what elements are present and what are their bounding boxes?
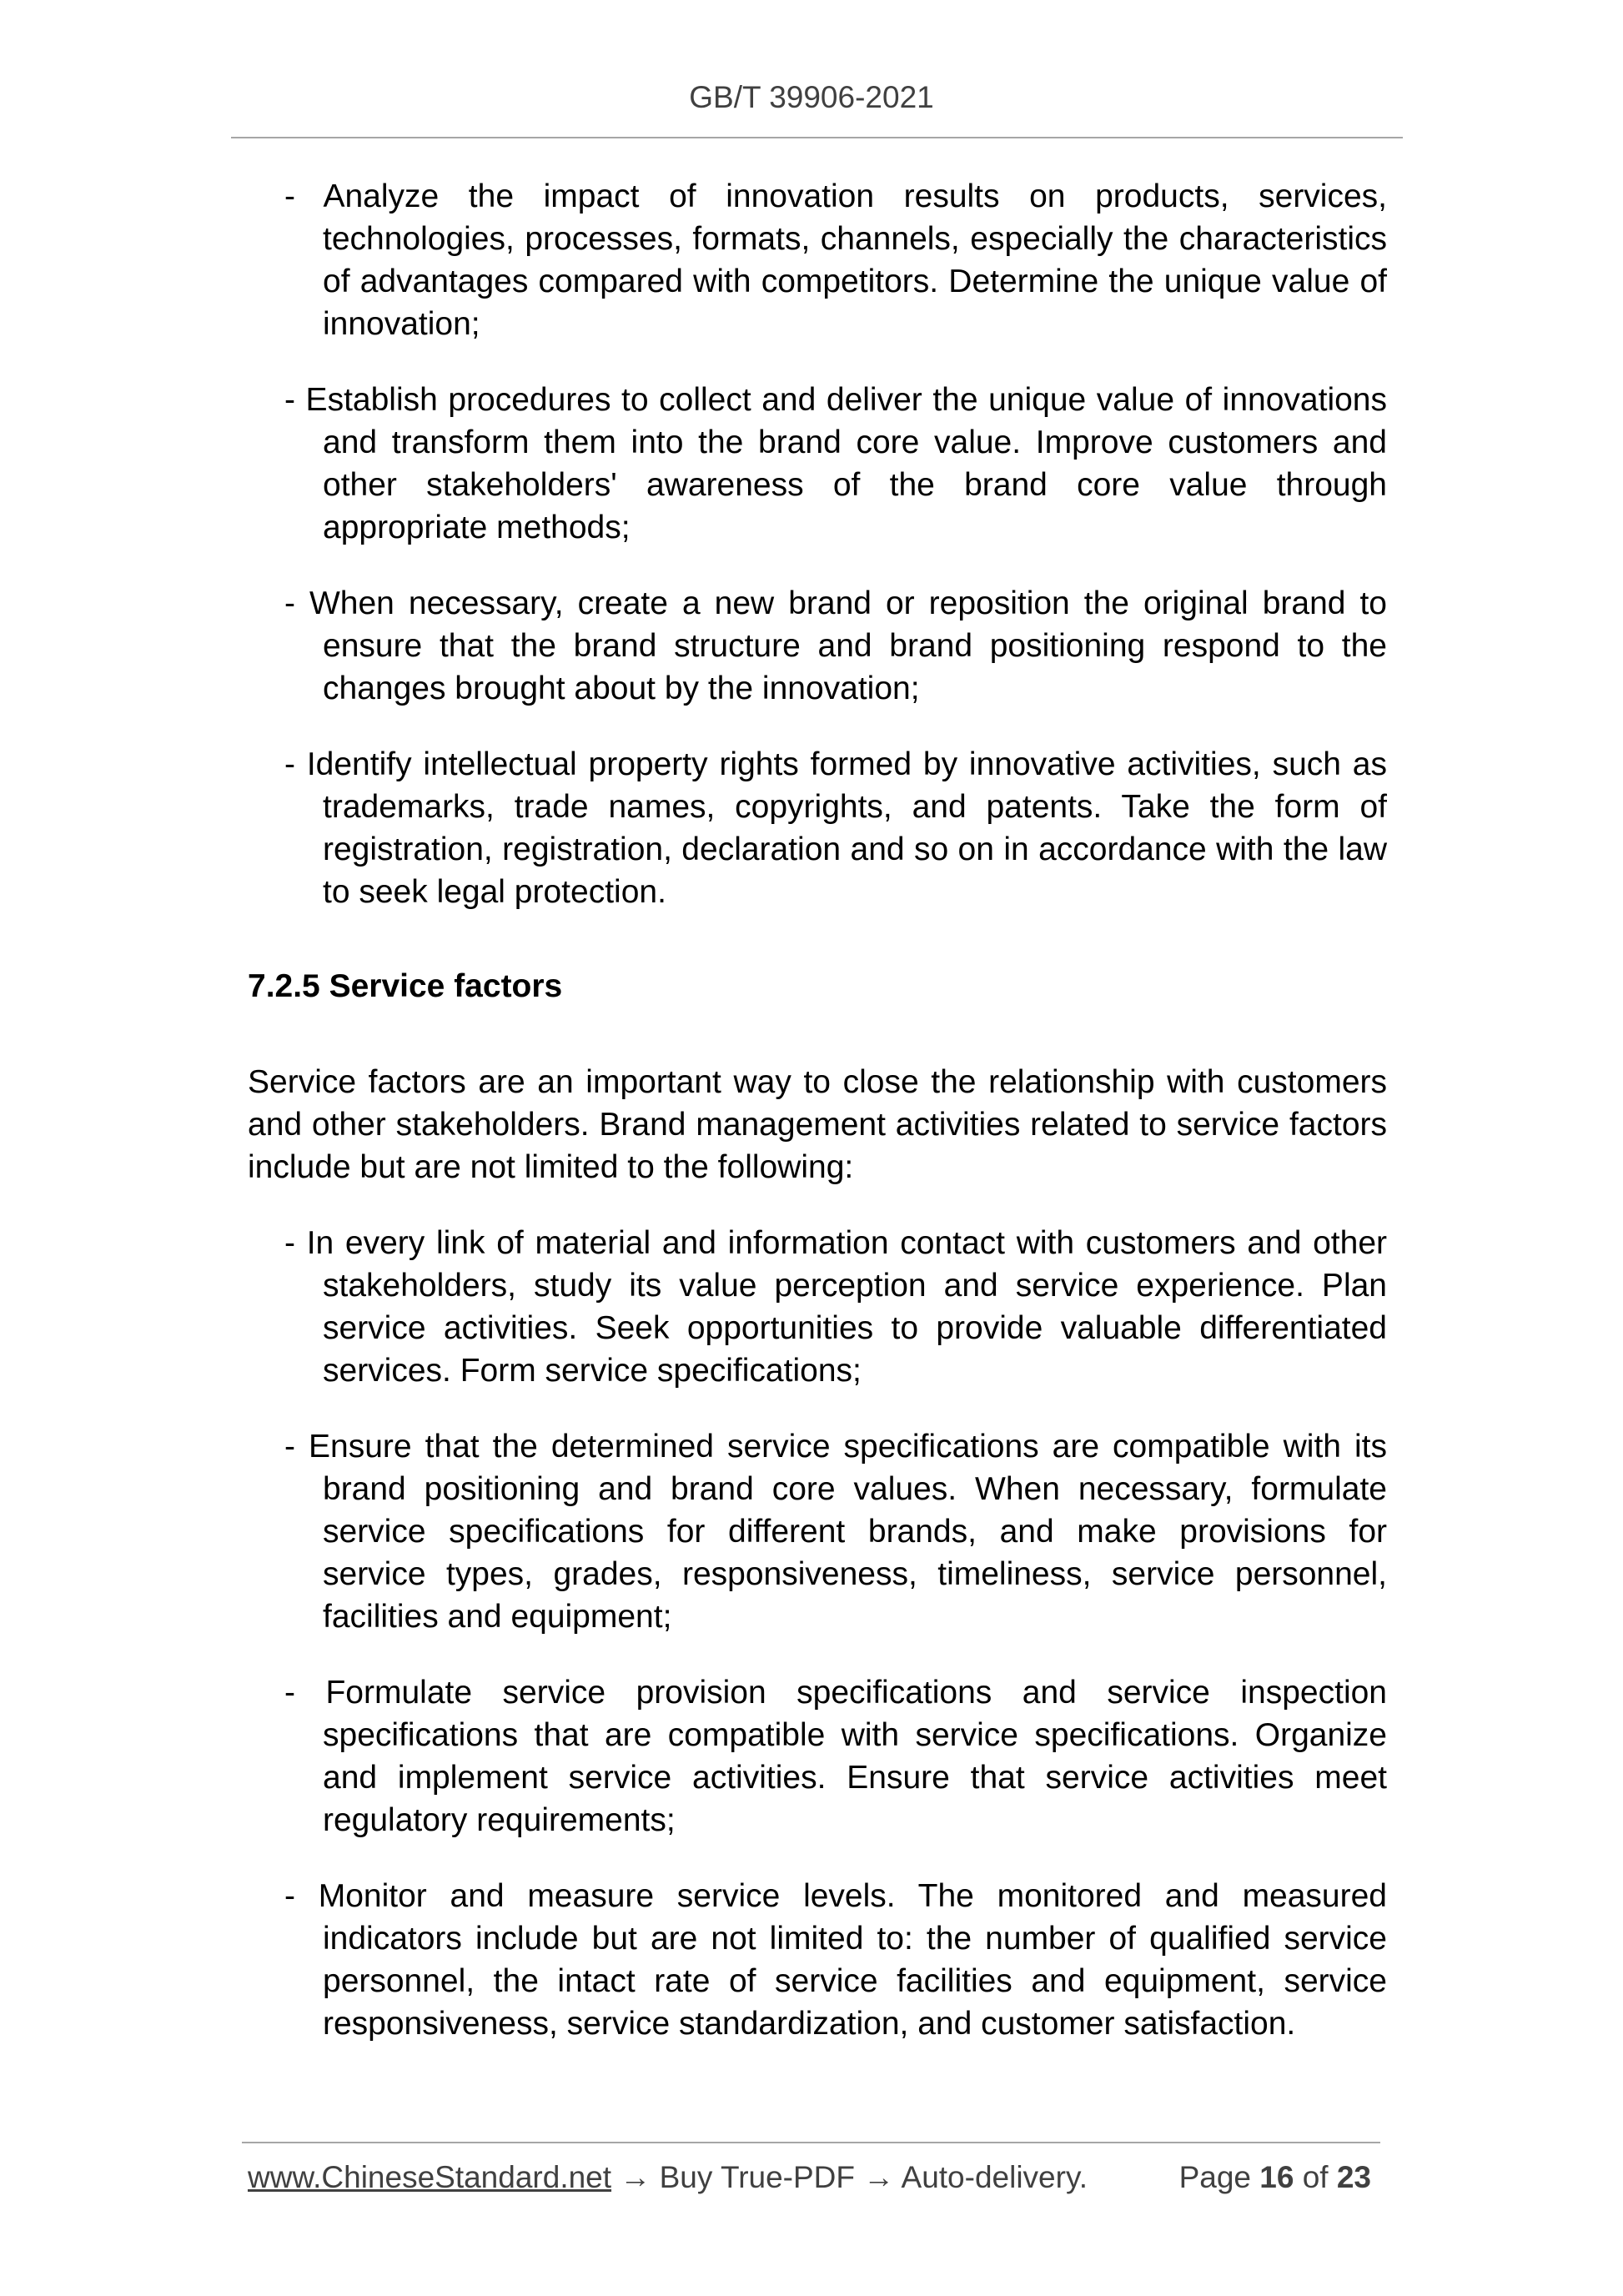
bullet-brand-reposition: - When necessary, create a new brand or reposition the original brand to ensure that the brand structure and brand positioning respond to the changes brought about by the innovation; (284, 585, 1387, 706)
bullet-service-compatibility: - Ensure that the determined service specifications are compatible with its brand positioning and brand core values. When necessary, formulate service specifications for different brands, and make provisions for service types, grades, responsiveness, timeliness, service personnel, facilities and equipment; (284, 1429, 1387, 1635)
section-heading-service-factors: 7.2.5 Service factors (248, 968, 563, 1004)
bullet-service-monitoring: - Monitor and measure service levels. The monitored and measured indicators include but are not limited to: the number of qualified service personnel, the intact rate of service facilities and equipment, service responsiveness, service standardization, and customer satisfaction. (284, 1878, 1387, 2042)
bullet-innovation-value-procedures: - Establish procedures to collect and deliver the unique value of innovations and transform them into the brand core value. Improve customers and other stakeholders' awareness of the brand core value through appropriate methods; (284, 382, 1387, 545)
document-header-title: GB/T 39906-2021 (689, 80, 934, 114)
bullet-intellectual-property: - Identify intellectual property rights formed by innovative activities, such as trademarks, trade names, copyrights, and patents. Take the form of registration, registration, declaration and so on in accordance with the law to seek legal protection. (284, 746, 1387, 910)
bullet-service-specifications: - In every link of material and information contact with customers and other stakeholders, study its value perception and service experience. Plan service activities. Seek opportunities to provide valuable differentiated services. Form service specifications; (284, 1225, 1387, 1389)
footer-tagline: → Buy True-PDF → Auto-delivery. (611, 2160, 1088, 2194)
service-factors-intro: Service factors are an important way to close the relationship with customers and other stakeholders. Brand management activities related to service factors include but are not limited to the following: (248, 1064, 1387, 1185)
bullet-service-provision: - Formulate service provision specifications and service inspection specifications that are compatible with service specifications. Organize and implement service activities. Ensure that service activities meet regulatory requirements; (284, 1675, 1387, 1838)
footer-promo (248, 2160, 1088, 2195)
page-label: Page (1178, 2160, 1251, 2194)
document-body (248, 175, 1387, 2078)
page-number (1179, 2160, 1371, 2195)
page-current: 16 (1259, 2160, 1294, 2194)
page-total: 23 (1336, 2160, 1371, 2194)
chinesestandard-link[interactable]: www.ChineseStandard.net (248, 2160, 612, 2194)
header-divider (231, 137, 1403, 138)
bullet-innovation-impact: - Analyze the impact of innovation results on products, services, technologies, processes, formats, channels, especially the characteristics of advantages compared with competitors. Determine the unique value of innovation; (284, 178, 1387, 342)
footer-divider (242, 2142, 1380, 2143)
of-label: of (1302, 2160, 1329, 2194)
